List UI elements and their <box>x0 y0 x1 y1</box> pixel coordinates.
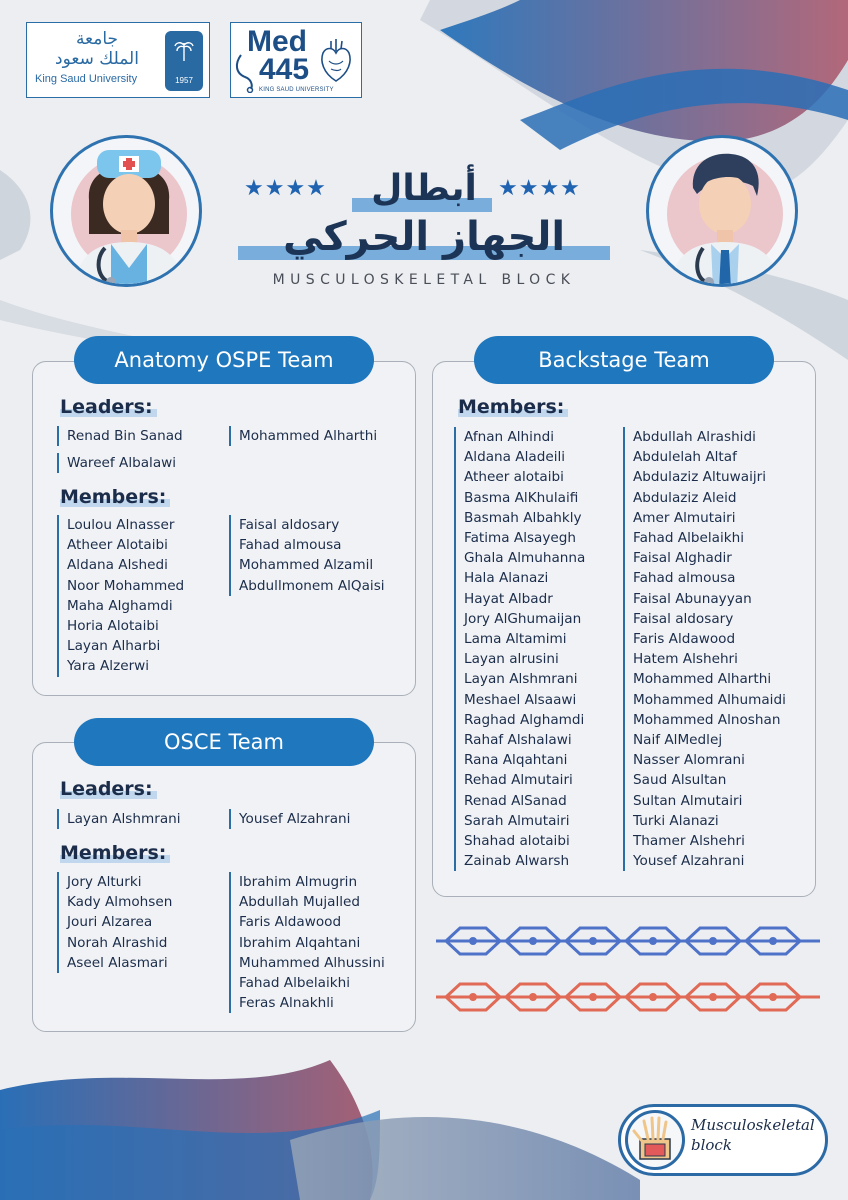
male-doctor-icon <box>649 138 798 287</box>
member-name: Fahad almousa <box>239 537 342 554</box>
member-name: Renad AlSanad <box>464 792 567 809</box>
member-name: Nasser Alomrani <box>633 752 745 769</box>
anatomical-heart-icon <box>317 37 355 85</box>
heading-text: Members: <box>60 842 167 864</box>
member-name: Abdulelah Altaf <box>633 449 737 466</box>
member-name: Noor Mohammed <box>67 577 185 594</box>
member-name: Abdullmonem AlQaisi <box>239 577 385 594</box>
title-arabic-line1: أبطال <box>371 168 477 209</box>
member-name: Meshael Alsaawi <box>464 691 577 708</box>
member-name: Thamer Alshehri <box>633 833 745 850</box>
badge-line2: block <box>691 1136 732 1154</box>
member-name: Mohammed Alnoshan <box>633 711 781 728</box>
member-name: Turki Alanazi <box>633 812 719 829</box>
anatomy-leader-3: Wareef Albalawi <box>57 453 176 473</box>
member-name: Ibrahim Alqahtani <box>239 934 361 951</box>
backstage-members-heading <box>458 396 564 418</box>
skeleton-hand-icon <box>625 1110 685 1170</box>
member-name: Jory AlGhumaijan <box>464 610 582 627</box>
member-name: Layan Alharbi <box>67 638 161 655</box>
anatomy-members-col2 <box>229 515 385 596</box>
ksu-english-name: King Saud University <box>35 73 138 85</box>
palm-icon <box>174 39 194 63</box>
osce-leaders-heading <box>60 778 153 800</box>
anatomy-leader-1: Renad Bin Sanad <box>57 426 183 446</box>
member-name: Amer Almutairi <box>633 509 736 526</box>
member-name: Ibrahim Almugrin <box>239 874 358 890</box>
female-doctor-icon <box>53 138 202 287</box>
member-name: Jory Alturki <box>67 874 142 890</box>
anatomy-team-pill: Anatomy OSPE Team <box>74 336 374 384</box>
member-name: Saud Alsultan <box>633 772 727 789</box>
member-name: Abdullah Mujalled <box>239 894 360 911</box>
ksu-emblem-icon <box>165 31 203 91</box>
female-doctor-avatar <box>50 135 202 287</box>
backstage-team-pill: Backstage Team <box>474 336 774 384</box>
member-name: Aldana Alshedi <box>67 557 168 574</box>
member-name: Norah Alrashid <box>67 934 168 951</box>
member-name: Fahad Albelaikhi <box>633 530 745 547</box>
member-name: Layan alrusini <box>464 651 559 668</box>
member-name: Aldana Aladeili <box>464 449 566 466</box>
member-name: Atheer Alotaibi <box>67 537 168 554</box>
anatomy-leader-2: Mohammed Alharthi <box>229 426 377 446</box>
blue-ornament-pattern <box>436 916 820 966</box>
member-name: Loulou Alnasser <box>67 517 175 533</box>
member-name: Lama Altamimi <box>464 631 567 648</box>
backstage-members-col2 <box>623 427 786 871</box>
heading-text: Members: <box>60 486 167 508</box>
member-name: Zainab Alwarsh <box>464 853 570 870</box>
badge-text <box>691 1115 827 1155</box>
member-name: Fahad Albelaikhi <box>239 975 351 992</box>
heading-text: Members: <box>458 396 565 418</box>
member-name: Mohammed Alzamil <box>239 557 374 574</box>
osce-leader-2: Yousef Alzahrani <box>229 809 350 829</box>
member-name: Sarah Almutairi <box>464 812 570 829</box>
ksu-arabic-name <box>37 29 157 69</box>
red-ornament-pattern <box>436 972 820 1022</box>
member-name: Raghad Alghamdi <box>464 711 585 728</box>
anatomy-members-heading <box>60 486 166 508</box>
member-name: Hala Alanazi <box>464 570 549 587</box>
backstage-members-col1 <box>454 427 585 871</box>
member-name: Feras Alnakhli <box>239 995 334 1012</box>
member-name: Shahad alotaibi <box>464 833 570 850</box>
member-name: Fatima Alsayegh <box>464 530 577 547</box>
member-name: Fahad almousa <box>633 570 736 587</box>
ksu-year: 1957 <box>175 76 193 85</box>
member-name: Maha Alghamdi <box>67 597 173 614</box>
anatomy-leaders-heading <box>60 396 153 418</box>
member-name: Hayat Albadr <box>464 590 553 607</box>
member-name: Abdullah Alrashidi <box>633 429 756 445</box>
med-subtitle: KING SAUD UNIVERSITY <box>259 87 334 93</box>
stars-right: ★★★★ <box>498 176 581 201</box>
member-name: Abdulaziz Aleid <box>633 489 737 506</box>
member-name: Abdulaziz Altuwaijri <box>633 469 767 486</box>
member-name: Naif AlMedlej <box>633 732 723 749</box>
med-word: Med <box>247 25 307 58</box>
title-english: MUSCULOSKELETAL BLOCK <box>272 272 576 288</box>
member-name: Aseel Alasmari <box>67 954 168 971</box>
member-name: Yousef Alzahrani <box>633 853 745 870</box>
member-name: Horia Alotaibi <box>67 618 159 635</box>
title-arabic-line2: الجهاز الحركي <box>282 214 566 260</box>
member-name: Faisal aldosary <box>633 610 734 627</box>
member-name: Rana Alqahtani <box>464 752 568 769</box>
member-name: Muhammed Alhussini <box>239 954 385 971</box>
member-name: Hatem Alshehri <box>633 651 738 668</box>
osce-leader-1: Layan Alshmrani <box>57 809 181 829</box>
ksu-arabic-line1: جامعة <box>75 29 119 49</box>
osce-members-col2 <box>229 872 385 1013</box>
member-name: Yara Alzerwi <box>67 658 150 675</box>
anatomy-members-col1 <box>57 515 184 677</box>
osce-members-col1 <box>57 872 172 973</box>
badge-line1: Musculoskeletal <box>691 1116 815 1134</box>
heading-text: Leaders: <box>60 396 153 418</box>
heading-text: Leaders: <box>60 778 153 800</box>
member-name: Layan Alshmrani <box>464 671 578 688</box>
member-name: Jouri Alzarea <box>67 914 153 931</box>
member-name: Faisal aldosary <box>239 517 340 533</box>
bone-hand-icon <box>628 1113 682 1167</box>
osce-members-heading <box>60 842 166 864</box>
member-name: Faris Aldawood <box>239 914 342 931</box>
member-name: Sultan Almutairi <box>633 792 743 809</box>
med445-logo <box>230 22 362 98</box>
male-doctor-avatar <box>646 135 798 287</box>
member-name: Rehad Almutairi <box>464 772 573 789</box>
member-name: Mohammed Alharthi <box>633 671 772 688</box>
stars-left: ★★★★ <box>244 176 327 201</box>
member-name: Faisal Alghadir <box>633 550 732 567</box>
member-name: Basma AlKhulaifi <box>464 489 579 506</box>
med-number: 445 <box>259 53 310 86</box>
member-name: Rahaf Alshalawi <box>464 732 572 749</box>
member-name: Ghala Almuhanna <box>464 550 586 567</box>
osce-team-pill: OSCE Team <box>74 718 374 766</box>
member-name: Mohammed Alhumaidi <box>633 691 786 708</box>
member-name: Atheer alotaibi <box>464 469 564 486</box>
stethoscope-icon <box>233 53 259 93</box>
ksu-logo <box>26 22 210 98</box>
musculoskeletal-block-badge <box>618 1104 828 1176</box>
member-name: Afnan Alhindi <box>464 429 554 445</box>
member-name: Kady Almohsen <box>67 894 173 911</box>
member-name: Basmah Albahkly <box>464 509 582 526</box>
member-name: Faisal Abunayyan <box>633 590 752 607</box>
ksu-arabic-line2: الملك سعود <box>55 49 139 69</box>
member-name: Faris Aldawood <box>633 631 736 648</box>
